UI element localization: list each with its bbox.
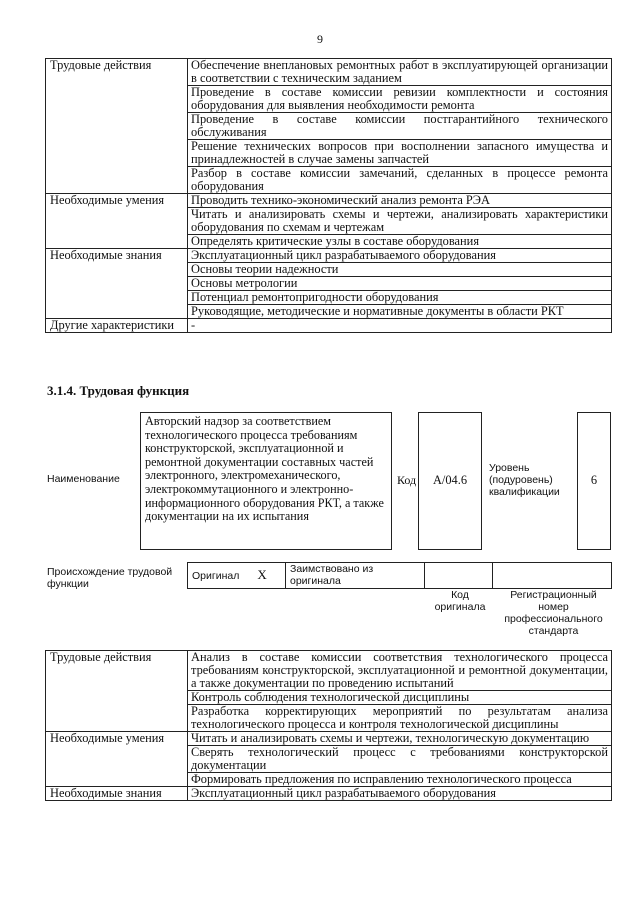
labor-table-continued — [45, 58, 612, 333]
table-cell: Разработка корректирующих мероприятий по результатам анализа технологического процесса и контроля технологической дисциплины — [188, 705, 612, 732]
table-cell: Потенциал ремонтопригодности оборудования — [188, 291, 612, 305]
origin-label: Происхождение трудовой функции — [47, 566, 173, 590]
table-cell: Основы метрологии — [188, 277, 612, 291]
table-cell: Читать и анализировать схемы и чертежи, анализировать характеристики оборудования по схемам и чертежам — [188, 208, 612, 235]
row-label-other: Другие характеристики — [46, 319, 188, 333]
row-label-actions: Трудовые действия — [46, 59, 188, 194]
table-cell: Контроль соблюдения технологической дисциплины — [188, 691, 612, 705]
table-row — [46, 59, 612, 86]
level-value: 6 — [590, 473, 598, 487]
original-label: Оригинал — [192, 569, 240, 582]
page-number: 9 — [317, 32, 323, 46]
code-caption: Код оригинала — [434, 589, 486, 613]
row-label-skills: Необходимые умения — [46, 732, 188, 787]
table-cell: Разбор в составе комиссии замечаний, сделанных в процессе ремонта оборудования — [188, 167, 612, 194]
borrowed-label: Заимствовано из оригинала — [286, 563, 425, 589]
table-row — [46, 651, 612, 691]
table-cell: Проводить технико-экономический анализ ремонта РЭА — [188, 194, 612, 208]
row-label-knowledge: Необходимые знания — [46, 249, 188, 319]
function-name-box — [140, 412, 392, 550]
table-cell: Проведение в составе комиссии постгарантийного технического обслуживания — [188, 113, 612, 140]
table-cell: Эксплуатационный цикл разрабатываемого оборудования — [188, 787, 612, 801]
table-row — [188, 563, 612, 589]
origin-table — [187, 562, 612, 589]
table-cell: Эксплуатационный цикл разрабатываемого оборудования — [188, 249, 612, 263]
table-row — [46, 319, 612, 333]
reg-number-cell — [493, 563, 612, 589]
name-label: Наименование — [47, 473, 120, 485]
original-cell — [188, 563, 286, 589]
code-box — [418, 412, 482, 550]
row-label-knowledge: Необходимые знания — [46, 787, 188, 801]
original-code-cell — [425, 563, 493, 589]
table-cell: Обеспечение внеплановых ремонтных работ в эксплуатирующей организации в соответствии с техническим заданием — [188, 59, 612, 86]
section-heading: 3.1.4. Трудовая функция — [47, 383, 190, 398]
original-mark: X — [257, 566, 267, 582]
table-row — [46, 787, 612, 801]
row-label-actions: Трудовые действия — [46, 651, 188, 732]
table-cell: Анализ в составе комиссии соответствия технологического процесса требованиям конструкторской, эксплуатационной и ремонтной документации, а также документации по проведению испытаний — [188, 651, 612, 691]
table-cell: Решение технических вопросов при восполнении запасного имущества и принадлежностей в случае замены запчастей — [188, 140, 612, 167]
table-cell: Проведение в составе комиссии ревизии комплектности и состояния оборудования для выявления необходимости ремонта — [188, 86, 612, 113]
reg-caption: Регистрационный номер профессионального стандарта — [504, 589, 603, 637]
table-cell: Сверять технологический процесс с требованиями конструкторской документации — [188, 746, 612, 773]
row-label-skills: Необходимые умения — [46, 194, 188, 249]
table-row — [46, 732, 612, 746]
code-label: Код — [397, 473, 417, 487]
code-value: А/04.6 — [432, 473, 468, 487]
labor-table — [45, 650, 612, 801]
table-row — [46, 194, 612, 208]
level-label: Уровень (подуровень) квалификации — [489, 462, 560, 499]
level-box — [577, 412, 611, 550]
table-cell: - — [188, 319, 612, 333]
table-cell: Определять критические узлы в составе оборудования — [188, 235, 612, 249]
table-cell: Читать и анализировать схемы и чертежи, технологическую документацию — [188, 732, 612, 746]
table-cell: Руководящие, методические и нормативные документы в области РКТ — [188, 305, 612, 319]
table-row — [46, 249, 612, 263]
table-cell: Формировать предложения по исправлению технологического процесса — [188, 773, 612, 787]
function-name-text: Авторский надзор за соответствием технологического процесса требованиям конструкторской, эксплуатационной и ремонтной документации составных частей электронного, электромеханического, электрокоммутационного и электронно-информационного оборудования РКТ, а также документации на их испытания — [145, 414, 384, 524]
table-cell: Основы теории надежности — [188, 263, 612, 277]
